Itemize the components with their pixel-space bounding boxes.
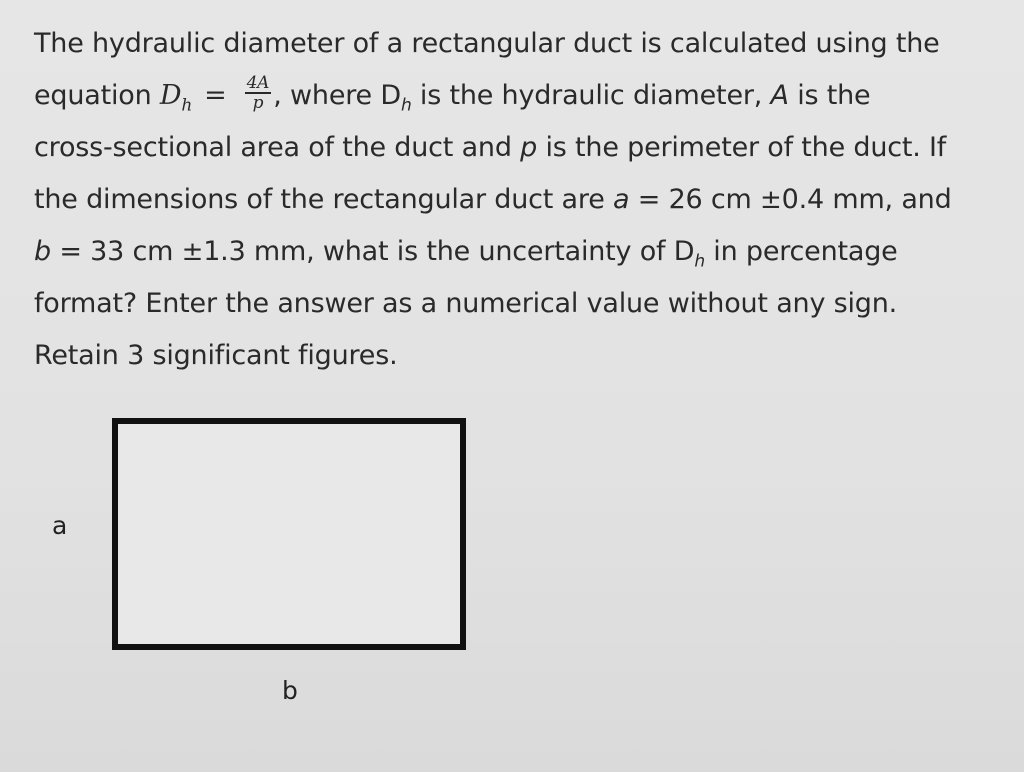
dimension-b-tolerance: 1.3 mm, what is the uncertainty of D (203, 236, 695, 267)
label-a: a (52, 511, 68, 540)
formula-fraction (245, 74, 272, 112)
perimeter-symbol: p (520, 132, 538, 163)
problem-line-6 (34, 278, 1004, 330)
dimension-a-value: = 26 cm (629, 184, 761, 215)
dimension-b-symbol: b (34, 236, 51, 267)
line4-prefix: the dimensions of the rectangular duct are (34, 184, 614, 215)
problem-statement (34, 18, 1004, 382)
dimension-a-symbol: a (613, 184, 630, 215)
dimension-b-value: = 33 cm (50, 236, 182, 267)
problem-line-3 (34, 122, 1004, 174)
line2-rest-2: is the (788, 80, 871, 111)
line5-dh-subscript: h (694, 251, 705, 272)
dh-subscript: h (181, 95, 193, 116)
problem-line-2 (34, 70, 1004, 122)
fraction-numerator: 4A (246, 72, 270, 93)
line2-rest-1: is the hydraulic diameter, (411, 80, 771, 111)
line3-prefix: cross-sectional area of the duct and (34, 132, 521, 163)
area-symbol: A (770, 80, 789, 111)
label-b: b (282, 676, 298, 705)
plus-minus-a: ± (760, 185, 782, 215)
problem-line-7 (34, 330, 1004, 382)
line2-suffix: , where D (273, 80, 401, 111)
fraction-denominator: p (252, 92, 264, 113)
rectangular-duct-outline (112, 418, 466, 650)
problem-line-1 (34, 18, 1004, 70)
equals-sign: = (204, 80, 227, 111)
line2-dh-subscript: h (400, 95, 412, 116)
line3-suffix: is the perimeter of the duct. If (537, 132, 947, 163)
plus-minus-b: ± (181, 237, 204, 267)
line7-text: Retain 3 significant figures. (34, 340, 398, 371)
line5-suffix: in percentage (704, 236, 898, 267)
dimension-a-tolerance: 0.4 mm, and (781, 184, 952, 215)
dh-symbol (159, 80, 193, 116)
line1-text: The hydraulic diameter of a rectangular duct is calculated using the (34, 28, 940, 59)
line2-prefix: equation (34, 80, 160, 111)
problem-line-5 (34, 226, 1004, 278)
line6-text: format? Enter the answer as a numerical value without any sign. (34, 288, 898, 319)
dh-letter: D (159, 80, 182, 111)
problem-line-4 (34, 174, 1004, 226)
